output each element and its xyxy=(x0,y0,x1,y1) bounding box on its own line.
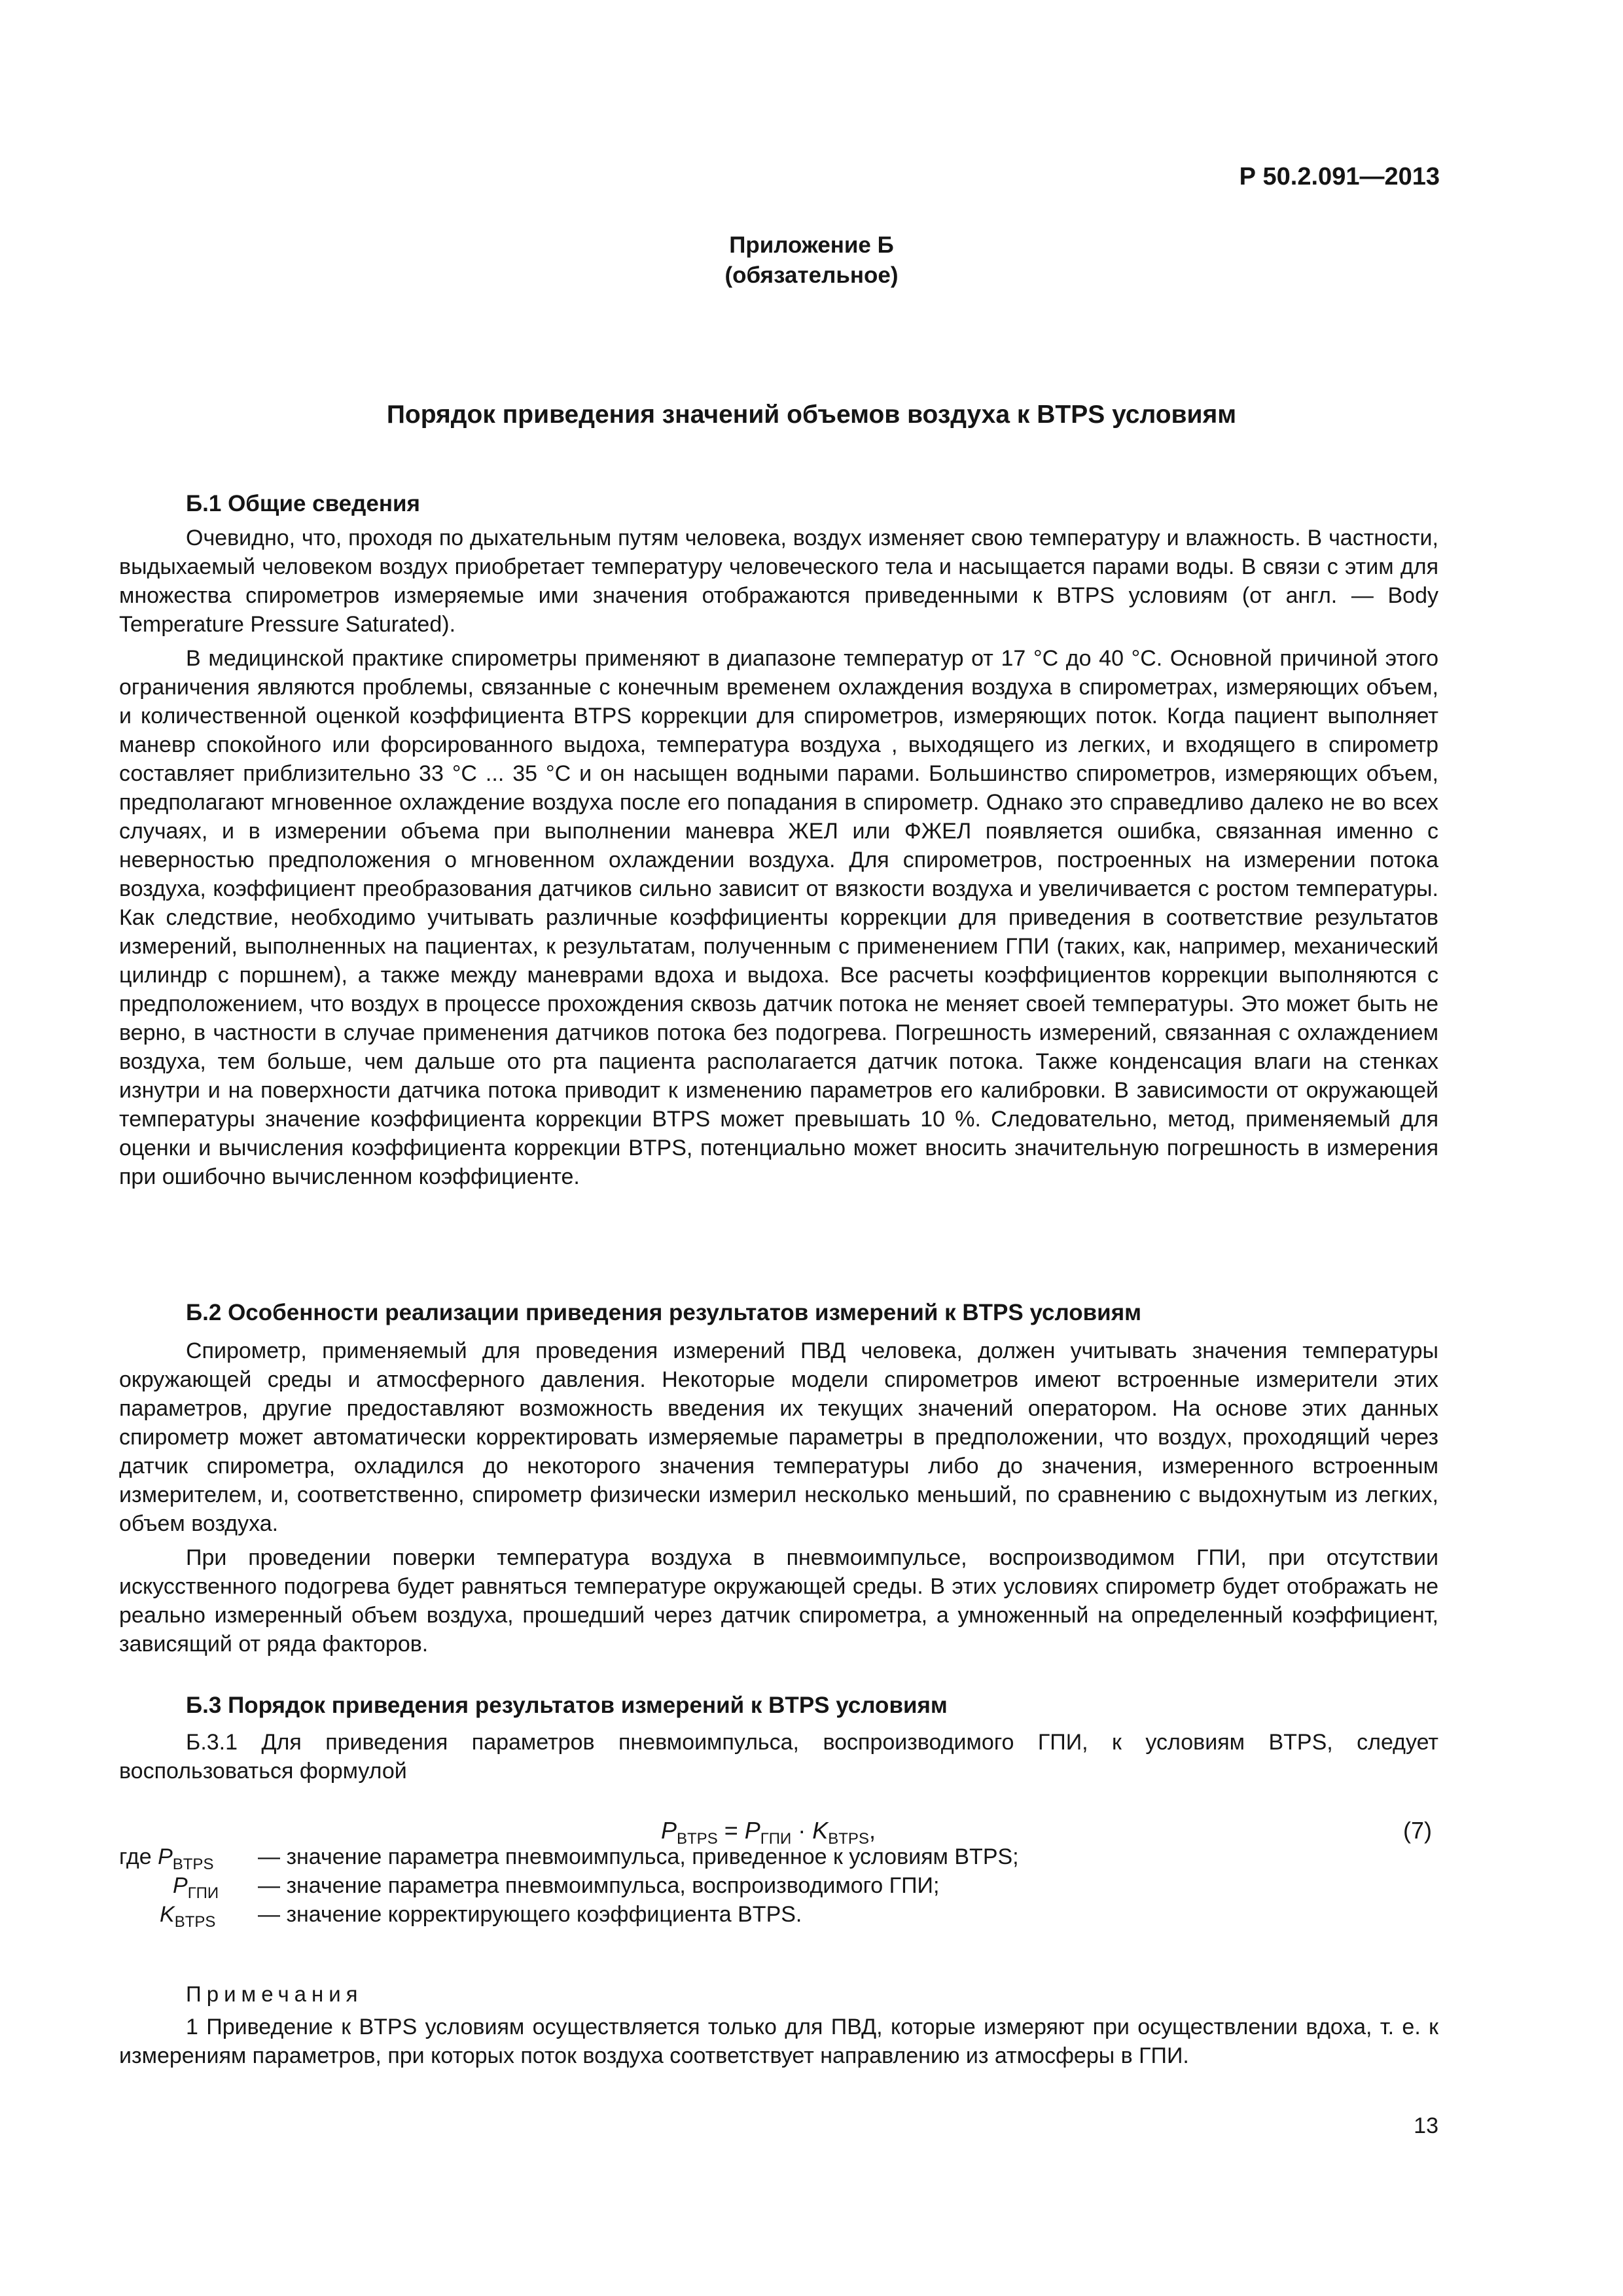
section-b1 xyxy=(119,490,1438,1191)
note-1: 1 Приведение к BTPS условиям осуществляется только для ПВД, которые измеряют при осуществлении вдоха, т. е. к измерениям параметров, при которых поток воздуха соответствует направлению из атмосферы в ГПИ. xyxy=(119,2015,1438,2068)
document-code: Р 50.2.091—2013 xyxy=(1239,163,1440,190)
section-b2-paragraph-2: При проведении поверки температура воздуха в пневмоимпульсе, воспроизводимом ГПИ, при отсутствии искусственного подогрева будет равняться температуре окружающей среды. В этих условиях спирометр будет отображать не реально измеренный объем воздуха, прошедший через датчик спирометра, а умноженный на определенный коэффициент, зависящий от ряда факторов. xyxy=(119,1545,1438,1657)
section-b3-heading: Б.3 Порядок приведения результатов измерений к BTPS условиям xyxy=(186,1693,948,1718)
section-b2 xyxy=(119,1299,1438,1659)
section-b3-paragraph-1: Б.3.1 Для приведения параметров пневмоимпульса, воспроизводимого ГПИ, к условиям BTPS, следует воспользоваться формулой xyxy=(119,1730,1438,1784)
annex-label: Приложение Б xyxy=(729,232,894,258)
section-b2-paragraph-1: Спирометр, применяемый для проведения измерений ПВД человека, должен учитывать значения температуры окружающей среды и атмосферного давления. Некоторые модели спирометров имеют встроенные измерители этих параметров, другие предоставляют возможность введения их текущих значений оператором. На основе этих данных спирометр может автоматически корректировать измеряемые параметры в предположении, что воздух, проходящий через датчик спирометра, охладился до некоторого значения температуры либо до значения, измеренного встроенным измерителем, и, соответственно, спирометр физически измерил несколько меньший, по сравнению с выдохнутым из легких, объем воздуха. xyxy=(119,1338,1438,1536)
section-b2-heading: Б.2 Особенности реализации приведения результатов измерений к BTPS условиям xyxy=(186,1300,1142,1325)
annex-title: Порядок приведения значений объемов воздуха к BTPS условиям xyxy=(386,401,1237,429)
notes-heading: Примечания xyxy=(186,1982,363,2006)
section-b1-paragraph-1: Очевидно, что, проходя по дыхательным путям человека, воздух изменяет свою температуру и влажность. В частности, выдыхаемый человеком воздух приобретает температуру человеческого тела и насыщается парами воды. В связи с этим для множества спирометров измеряемые ими значения отображаются приведенными к BTPS условиям (от англ. — Body Temperature Pressure Saturated). xyxy=(119,526,1438,637)
section-b3 xyxy=(119,1691,1438,1785)
annex-status: (обязательное) xyxy=(724,262,899,288)
page-number: 13 xyxy=(1414,2113,1438,2138)
formula-expression: $P_{BTPS} = P_{ГПИ} \cdot K_{BTPS}$, xyxy=(661,1817,876,1848)
section-b1-heading: Б.1 Общие сведения xyxy=(186,491,420,516)
annex-heading xyxy=(0,230,1623,291)
formula-number: (7) xyxy=(1403,1817,1432,1844)
section-b1-paragraph-2: В медицинской практике спирометры применяют в диапазоне температур от 17 °C до 40 °C. Основной причиной этого ограничения являются проблемы, связанные с конечным временем охлаждения воздуха в спирометрах, измеряющих объем, и количественной оценкой коэффициента BTPS коррекции для спирометров, измеряющих поток. Когда пациент выполняет маневр спокойного или форсированного выдоха, температура воздуха , выходящего из легких, и входящего в спирометр составляет приблизительно 33 °C ... 35 °C и он насыщен водными парами. Большинство спирометров, измеряющих объем, предполагают мгновенное охлаждение воздуха после его попадания в спирометр. Однако это справедливо далеко не во всех случаях, и в измерении объема при выполнении маневра ЖЕЛ или ФЖЕЛ появляется ошибка, связанная именно с неверностью предположения о мгновенном охлаждении воздуха. Для спирометров, построенных на измерении потока воздуха, коэффициент преобразования датчиков сильно зависит от вязкости воздуха и увеличивается с ростом температуры. Как следствие, необходимо учитывать различные коэффициенты коррекции для приведения в соответствие результатов измерений, выполненных на пациентах, к результатам, полученным с применением ГПИ (таких, как, например, механический цилиндр с поршнем), а также между маневрами вдоха и выдоха. Все расчеты коэффициентов коррекции выполняются с предположением, что воздух в процессе прохождения сквозь датчик потока не меняет своей температуры. Это может быть не верно, в частности в случае применения датчиков потока без подогрева. Погрешность измерений, связанная с охлаждением воздуха, тем больше, чем дальше ото рта пациента располагается датчик потока. Также конденсация влаги на стенках изнутри и на поверхности датчика потока приводит к изменению параметров его калибровки. В зависимости от окружающей температуры значение коэффициента коррекции BTPS может превышать 10 %. Следовательно, метод, применяемый для оценки и вычисления коэффициента коррекции BTPS, потенциально может вносить значительную погрешность в измерения при ошибочно вычисленном коэффициенте. xyxy=(119,646,1438,1189)
document-page: Р 50.2.091—2013 Приложение Б (обязательное) Порядок приведения значений объемов воздуха к BTPS условиям Б.1 Общие сведения Очевидно, что, проходя по дыхательным путям человека, воздух изменяет свою температуру и влажность. В частности, выдыхаемый человеком воздух приобретает температуру человеческого тела и насыщается парами воды. В связи с этим для множества спирометров измеряемые ими значения отображаются приведенными к BTPS условиям (от англ. — Body Temperature Pressure Saturated). В медицинской практике спирометры применяют в диапазоне температур от 17 °C до 40 °C. Основной причиной этого ограничения являются проблемы, связанные с конечным временем охлаждения воздуха в спирометрах, измеряющих объем, и количественной оценкой коэффициента BTPS коррекции для спирометров, измеряющих поток. Когда пациент выполняет маневр спокойного или форсированного выдоха, температура воздуха , выходящего из легких, и входящего в спирометр составляет приблизительно 33 °C ... 35 °C и он насыщен водными парами. Большинство спирометров, измеряющих объем, предполагают мгновенное охлаждение воздуха после его попадания в спирометр. Однако это справедливо далеко не во всех случаях, и в измерении объема при выполнении маневра ЖЕЛ или ФЖЕЛ появляется ошибка, связанная именно с неверностью предположения о мгновенном охлаждении воздуха. Для спирометров, построенных на измерении потока воздуха, коэффициент преобразования датчиков сильно зависит от вязкости воздуха и увеличивается с ростом температуры. Как следствие, необходимо учитывать различные коэффициенты коррекции для приведения в соответствие результатов измерений, выполненных на пациентах, к результатам, полученным с применением ГПИ (таких, как, например, механический цилиндр с поршнем), а также между маневрами вдоха и выдоха. Все расчеты коэффициентов коррекции выполняются с предположением, что воздух в процессе прохождения сквозь датчик потока не меняет своей температуры. Это может быть не верно, в частности в случае применения датчиков потока без подогрева. Погрешность измерений, связанная с охлаждением воздуха, тем больше, чем дальше ото рта пациента располагается датчик потока. Также конденсация влаги на стенках изнутри и на поверхности датчика потока приводит к изменению параметров его калибровки. В зависимости от окружающей температуры значение коэффициента коррекции BTPS может превышать 10 %. Следовательно, метод, применяемый для оценки и вычисления коэффициента коррекции BTPS, потенциально может вносить значительную погрешность в измерения при ошибочно вычисленном коэффициенте. Б.2 Особенности реализации приведения результатов измерений к BTPS условиям Спирометр, применяемый для проведения измерений ПВД человека, должен учитывать значения температуры окружающей среды и атмосферного давления. Некоторые модели спирометров имеют встроенные измерители этих параметров, другие предоставляют возможность введения их текущих значений оператором. На основе этих данных спирометр может автоматически корректировать измеряемые параметры в предположении, что воздух, проходящий через датчик спирометра, охладился до некоторого значения температуры либо до значения, измеренного встроенным измерителем, и, соответственно, спирометр физически измерил несколько меньший, по сравнению с выдохнутым из легких, объем воздуха. При проведении поверки температура воздуха в пневмоимпульсе, воспроизводимом ГПИ, при отсутствии искусственного подогрева будет равняться температуре окружающей среды. В этих условиях спирометр будет отображать не реально измеренный объем воздуха, прошедший через датчик спирометра, а умноженный на определенный коэффициент, зависящий от ряда факторов. Б.3 Порядок приведения результатов измерений к BTPS условиям Б.3.1 Для приведения параметров пневмоимпульса, воспроизводимого ГПИ, к условиям BTPS, следует воспользоваться формулой $P_{BTPS} = P_{ГПИ} \cdot K_{BTPS}$, (7) где $P_{BTPS}$ — значение параметра пневмоимпульса, приведенное к условиям BTPS; $P_{ГПИ}$ — значение параметра пневмоимпульса, воспроизводимого ГПИ; $K_{BTPS}$ — значение корректирующего коэффициента BTPS. Примечания 1 Приведение к BTPS условиям осуществляется только для ПВД, которые измеряют при осуществлении вдоха, т. е. к измерениям параметров, при которых поток воздуха соответствует направлению из атмосферы в ГПИ. 13 xyxy=(0,0,1623,2296)
